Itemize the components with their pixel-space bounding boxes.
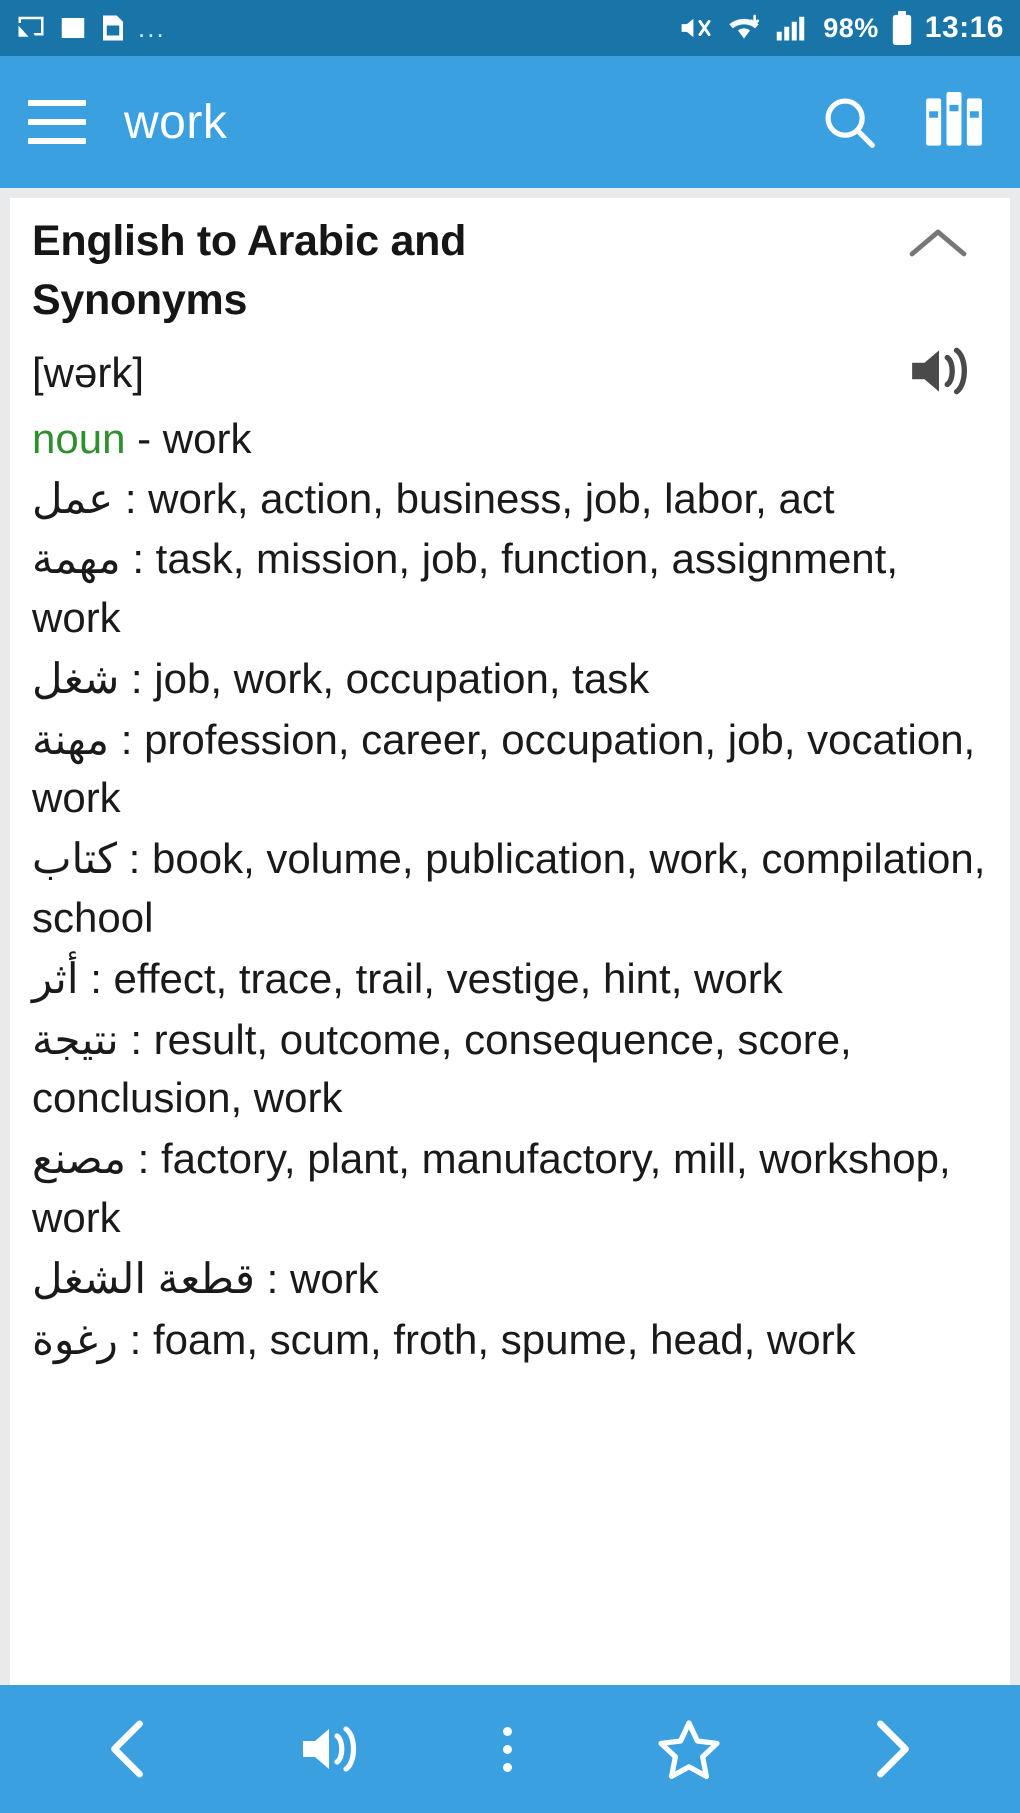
dictionaries-icon[interactable] — [926, 92, 982, 152]
sense-arabic-term: كتاب — [32, 835, 118, 883]
wifi-icon — [725, 12, 763, 44]
battery-icon — [891, 11, 913, 45]
sense-arabic-term: قطعة الشغل — [32, 1254, 255, 1302]
sense-line — [32, 711, 988, 829]
dictionary-name: English to Arabic and Synonyms — [32, 217, 467, 324]
status-bar-left-icons — [16, 13, 166, 43]
sense-translations: : factory, plant, manufactory, mill, workshop, work — [32, 1135, 951, 1242]
sim-card-icon — [100, 13, 126, 43]
page-title: work — [124, 95, 228, 149]
status-bar-right-icons — [679, 11, 1004, 45]
image-icon — [58, 13, 88, 43]
overflow-menu-icon[interactable] — [503, 1727, 512, 1772]
sense-translations: : profession, career, occupation, job, vocation, work — [32, 715, 976, 822]
pronunciation-row — [32, 342, 988, 405]
dictionary-entry-card — [10, 198, 1010, 1685]
star-outline-icon[interactable] — [657, 1718, 721, 1780]
entry-header — [32, 212, 988, 330]
speaker-icon[interactable] — [908, 342, 970, 405]
sense-arabic-term: شغل — [32, 654, 120, 702]
battery-percentage: 98% — [823, 12, 879, 43]
headword-line: - work — [137, 414, 252, 462]
sense-line — [32, 1011, 988, 1129]
status-clock: 13:16 — [924, 11, 1004, 44]
speaker-icon[interactable] — [299, 1721, 359, 1777]
sense-line — [32, 470, 988, 529]
part-of-speech-line — [32, 411, 988, 468]
sense-translations: : book, volume, publication, work, compilation, school — [32, 835, 986, 942]
sense-line — [32, 1130, 988, 1248]
mute-icon — [679, 12, 713, 44]
sense-arabic-term: مهنة — [32, 715, 110, 763]
sense-line — [32, 950, 988, 1009]
sense-line — [32, 650, 988, 709]
sense-translations: : effect, trace, trail, vestige, hint, work — [78, 954, 783, 1002]
status-bar — [0, 0, 1020, 56]
sense-arabic-term: مصنع — [32, 1135, 126, 1183]
content-area[interactable] — [0, 188, 1020, 1685]
hamburger-menu-icon[interactable] — [28, 100, 86, 144]
sense-list — [32, 470, 988, 1370]
sense-line — [32, 1311, 988, 1370]
sense-arabic-term: نتيجة — [32, 1015, 119, 1063]
sense-arabic-term: عمل — [32, 474, 114, 522]
sense-translations: : result, outcome, consequence, score, conclusion, work — [32, 1015, 852, 1122]
sense-translations: : work, action, business, job, labor, act — [113, 474, 835, 522]
pronunciation-text: [wərk] — [32, 349, 145, 397]
chevron-left-icon[interactable] — [102, 1718, 154, 1780]
chevron-up-icon[interactable] — [906, 224, 970, 269]
sense-line — [32, 1250, 988, 1309]
sense-translations: : job, work, occupation, task — [119, 654, 650, 702]
sense-line — [32, 530, 988, 648]
sense-translations: : task, mission, job, function, assignment, work — [32, 535, 899, 642]
search-icon[interactable] — [818, 91, 880, 153]
chevron-right-icon[interactable] — [866, 1718, 918, 1780]
sense-translations: : work — [254, 1254, 379, 1302]
app-bar — [0, 56, 1020, 188]
bottom-navigation-bar — [0, 1685, 1020, 1813]
app-bar-actions — [818, 91, 982, 153]
part-of-speech: noun — [32, 414, 126, 462]
cast-icon — [16, 13, 46, 43]
status-overflow-indicator: ... — [138, 13, 166, 43]
sense-arabic-term: مهمة — [32, 535, 121, 583]
sense-translations: : foam, scum, froth, spume, head, work — [117, 1315, 856, 1363]
signal-icon — [775, 13, 811, 43]
sense-line — [32, 830, 988, 948]
sense-arabic-term: أثر — [32, 954, 79, 1002]
sense-arabic-term: رغوة — [32, 1315, 118, 1363]
